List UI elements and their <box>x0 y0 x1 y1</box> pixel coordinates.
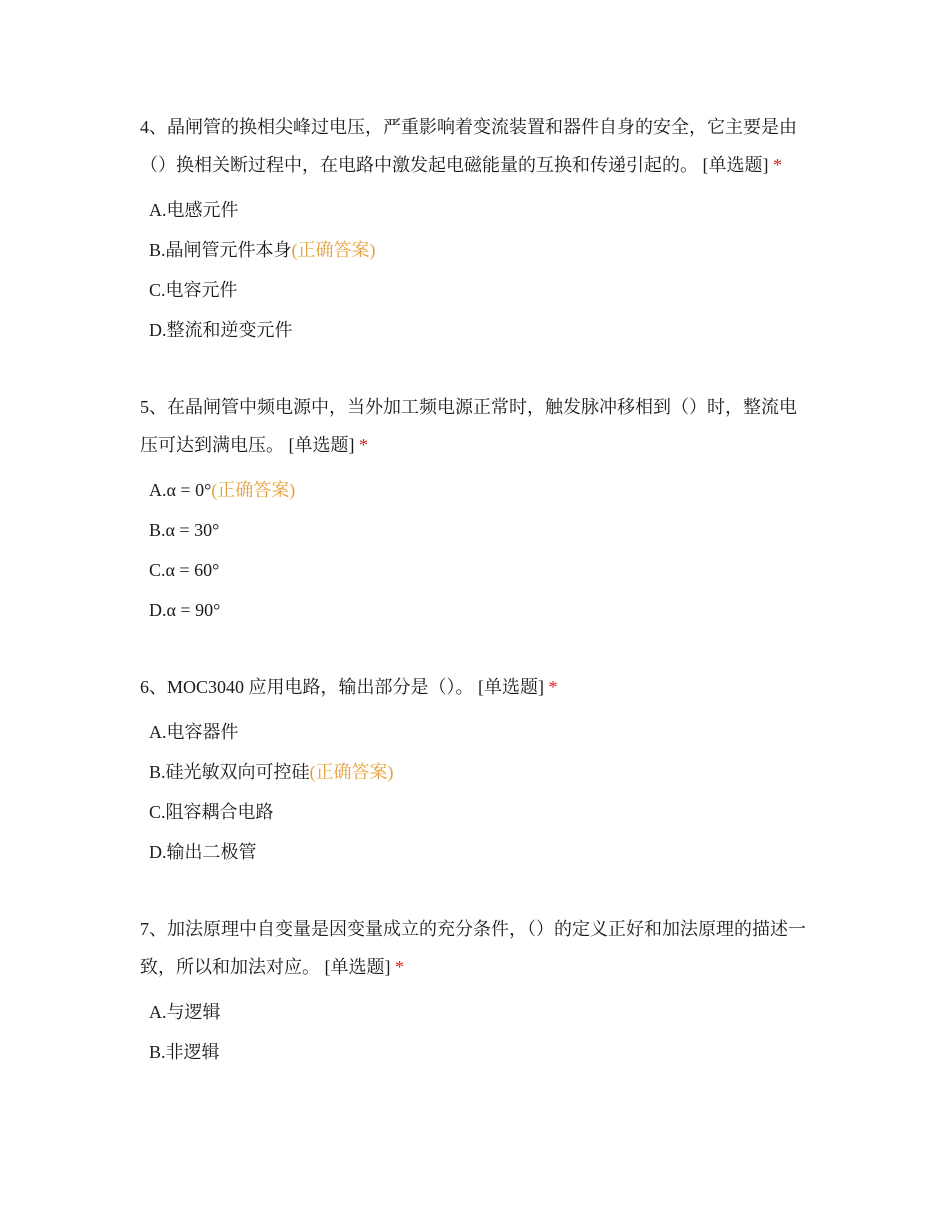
question-type: [单选题] <box>324 957 391 977</box>
question-type: [单选题] <box>288 435 355 455</box>
question-text <box>140 108 810 184</box>
question-text <box>140 388 810 464</box>
option-text: A.与逻辑 <box>149 1002 221 1022</box>
question-4 <box>140 108 810 350</box>
option-text: D.整流和逆变元件 <box>149 320 293 340</box>
option-d[interactable] <box>140 310 810 350</box>
option-c[interactable] <box>140 270 810 310</box>
question-number: 5、 <box>140 397 167 417</box>
question-6 <box>140 668 810 872</box>
option-text: B.非逻辑 <box>149 1042 220 1062</box>
question-number: 6、 <box>140 677 167 697</box>
question-body: 晶闸管的换相尖峰过电压，严重影响着变流装置和器件自身的安全，它主要是由（）换相关断过程中，在电路中激发起电磁能量的互换和传递引起的。 <box>140 117 797 175</box>
required-star: * <box>548 677 558 697</box>
option-text: A.α = 0° <box>149 480 212 500</box>
option-a[interactable] <box>140 470 810 510</box>
required-star: * <box>395 957 404 977</box>
option-list <box>140 190 810 350</box>
option-list <box>140 992 810 1072</box>
question-text <box>140 910 810 986</box>
option-text: D.输出二极管 <box>149 842 257 862</box>
correct-answer-tag: (正确答案) <box>291 240 376 260</box>
option-a[interactable] <box>140 712 810 752</box>
correct-answer-tag: (正确答案) <box>211 480 296 500</box>
option-d[interactable] <box>140 832 810 872</box>
required-star: * <box>359 435 368 455</box>
option-a[interactable] <box>140 190 810 230</box>
option-list <box>140 470 810 630</box>
question-5 <box>140 388 810 630</box>
question-body: 在晶闸管中频电源中，当外加工频电源正常时，触发脉冲移相到（）时，整流电压可达到满电压。 <box>140 397 797 455</box>
option-text: B.硅光敏双向可控硅 <box>149 762 310 782</box>
question-body: 加法原理中自变量是因变量成立的充分条件，（）的定义正好和加法原理的描述一致，所以和加法对应。 <box>140 919 806 977</box>
option-text: D.α = 90° <box>149 600 221 620</box>
option-a[interactable] <box>140 992 810 1032</box>
question-body: MOC3040 应用电路，输出部分是（）。 <box>167 677 474 697</box>
option-text: C.α = 60° <box>149 560 220 580</box>
question-text <box>140 668 810 706</box>
option-text: B.晶闸管元件本身 <box>149 240 292 260</box>
option-text: C.阻容耦合电路 <box>149 802 274 822</box>
option-b[interactable] <box>140 510 810 550</box>
question-number: 4、 <box>140 117 167 137</box>
option-text: C.电容元件 <box>149 280 238 300</box>
option-b[interactable] <box>140 1032 810 1072</box>
option-text: A.电容器件 <box>149 722 239 742</box>
option-d[interactable] <box>140 590 810 630</box>
question-type: [单选题] <box>478 677 545 697</box>
option-c[interactable] <box>140 792 810 832</box>
quiz-page <box>140 108 810 1110</box>
required-star: * <box>773 155 782 175</box>
question-7 <box>140 910 810 1072</box>
option-text: A.电感元件 <box>149 200 239 220</box>
option-list <box>140 712 810 872</box>
option-text: B.α = 30° <box>149 520 220 540</box>
option-c[interactable] <box>140 550 810 590</box>
question-type: [单选题] <box>702 155 769 175</box>
correct-answer-tag: (正确答案) <box>309 762 394 782</box>
question-number: 7、 <box>140 919 167 939</box>
option-b[interactable] <box>140 230 810 270</box>
option-b[interactable] <box>140 752 810 792</box>
